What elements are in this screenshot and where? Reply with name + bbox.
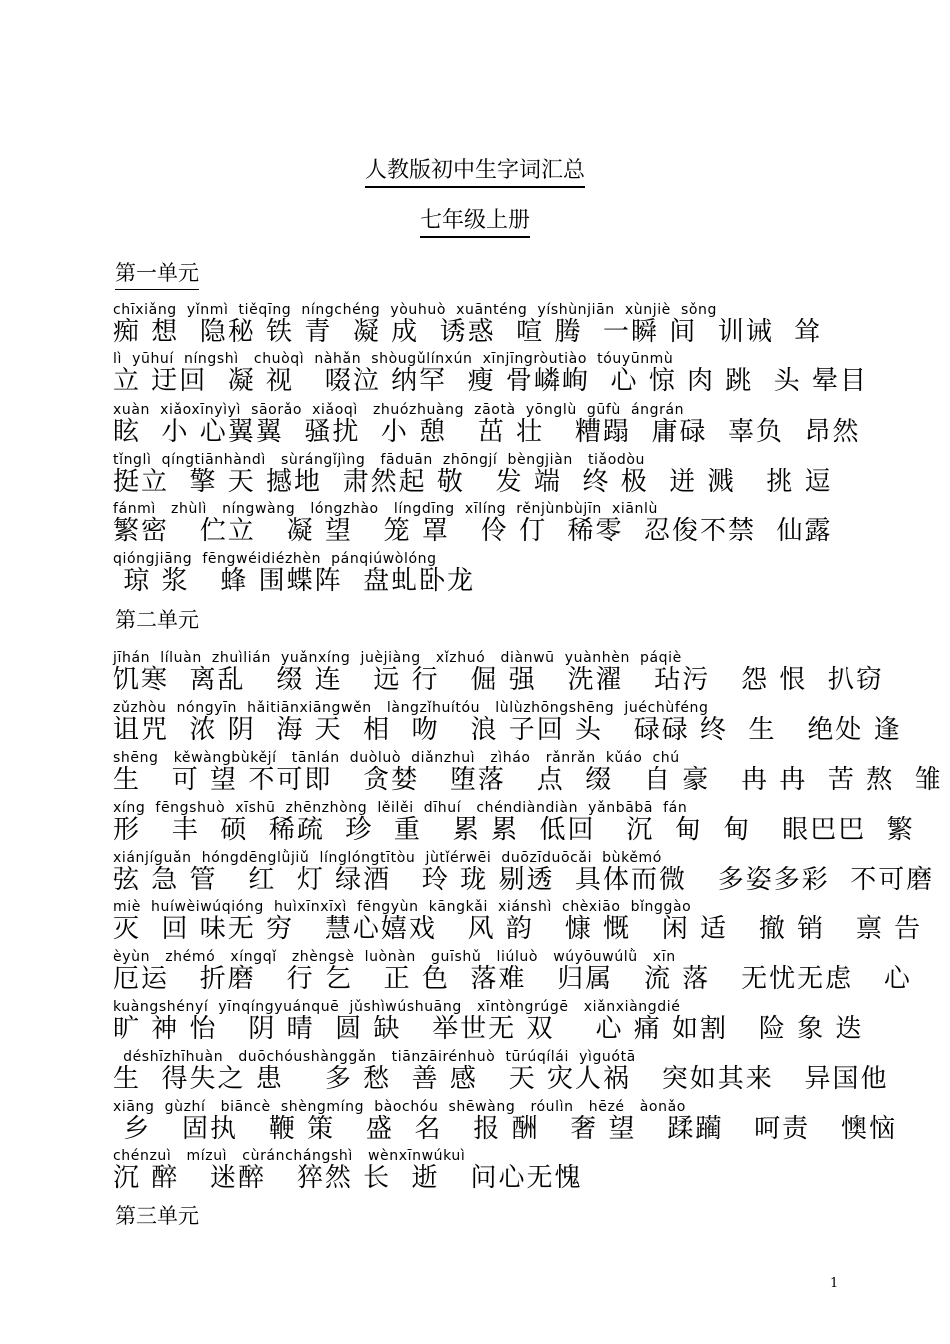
unit-heading-3-text: 第三单元	[115, 1204, 199, 1228]
hanzi-text: 饥寒 离乱 缀 连 远 行 倔 强 洗濯 玷污 怨 恨 扒窃	[113, 665, 884, 695]
vocab-line	[113, 999, 864, 1046]
pinyin-text: èyùn zhémó xíngqǐ zhèngsè luònàn guīshǔ liúluò wúyōuwúlǜ xīn	[113, 949, 676, 965]
hanzi-text: 旷 神 怡 阴 晴 圆 缺 举世无 双 心 痛 如割 险 象 迭	[113, 1014, 864, 1044]
pinyin-text: xuàn xiǎoxīnyìyì sāorǎo xiǎoqì zhuózhuàng zāotà yōnglù gūfù ángrán	[113, 402, 685, 418]
vocab-line	[113, 303, 845, 349]
unit-heading-2	[115, 604, 199, 636]
vocab-line	[113, 650, 884, 697]
hanzi-text: 乡 固执 鞭 策 盛 名 报 酬 奢 望 蹂躏 呵责 懊恼	[113, 1114, 897, 1144]
hanzi-text: 生 可 望 不可即 贪婪 堕落 点 缀 自 豪 冉 冉 苦 熬 雏	[113, 765, 943, 795]
page-subtitle-text: 七年级上册	[420, 203, 530, 238]
pinyin-text: déshīzhīhuàn duōchóushànggǎn tiānzāirénhuò tūrúqílái yìguótā	[113, 1049, 636, 1065]
hanzi-text: 痴 想 隐秘 铁 青 凝 成 诱惑 喧 腾 一瞬 间 训诫 耸	[113, 317, 823, 347]
hanzi-text: 挺立 擎 天 撼地 肃然起 敬 发 端 终 极 迸 溅 挑 逗	[113, 467, 833, 497]
hanzi-text: 眩 小 心翼翼 骚扰 小 憩 茁 壮 糟蹋 庸碌 辜负 昂然	[113, 417, 861, 447]
vocab-line	[113, 402, 861, 449]
vocab-line	[113, 453, 845, 499]
vocab-line	[113, 1149, 845, 1195]
hanzi-text: 沉 醉 迷醉 猝然 长 逝 问心无愧	[113, 1163, 583, 1193]
vocab-line	[113, 1049, 889, 1096]
pinyin-text: xiánjíguǎn hóngdēnglǜjiǔ línglóngtītòu jùtǐérwēi duōzīduōcǎi bùkěmó	[113, 850, 662, 866]
pinyin-text: xíng fēngshuò xīshū zhēnzhòng lěilěi dīhuí chéndiàndiàn yǎnbābā fán	[113, 800, 688, 816]
hanzi-text: 琼 浆 蜂 围蝶阵 盘虬卧龙	[113, 566, 476, 596]
pinyin-text: qióngjiāng fēngwéidiézhèn pánqiúwòlóng	[113, 551, 437, 567]
pinyin-text: chénzuì mízuì cùránchángshì wènxīnwúkuì	[113, 1148, 466, 1164]
vocab-line	[113, 800, 915, 847]
vocab-line	[113, 750, 943, 797]
pinyin-text: kuàngshényí yīnqíngyuánquē jǔshìwúshuāng xīntòngrúgē xiǎnxiàngdié	[113, 999, 681, 1015]
hanzi-text: 生 得失之 患 多 愁 善 感 天 灾人祸 突如其来 异国他	[113, 1064, 889, 1094]
pinyin-text: fánmì zhùlì níngwàng lóngzhào língdīng xīlíng rěnjùnbùjīn xiānlù	[113, 501, 658, 517]
vocab-line	[113, 949, 912, 996]
pinyin-text: xiāng gùzhí biāncè shèngmíng bàochóu shēwàng róulìn hēzé àonǎo	[113, 1099, 686, 1115]
vocab-line	[113, 700, 902, 747]
page-title-text: 人教版初中生字词汇总	[365, 153, 585, 188]
pinyin-text: tǐnglì qíngtiānhàndì sùrángǐjìng fāduān zhōngjí bèngjiàn tiǎodòu	[113, 452, 646, 468]
pinyin-text: lì yūhuí níngshì chuòqì nàhǎn shòugǔlínxún xīnjīngròutiào tóuyūnmù	[113, 351, 674, 367]
pinyin-text: shēng kěwàngbùkějí tānlán duòluò diǎnzhuì zìháo rǎnrǎn kǔáo chú	[113, 750, 680, 766]
hanzi-text: 繁密 伫立 凝 望 笼 罩 伶 仃 稀零 忍俊不禁 仙露	[113, 516, 833, 546]
pinyin-text: chīxiǎng yǐnmì tiěqīng níngchéng yòuhuò xuānténg yíshùnjiān xùnjiè sǒng	[113, 302, 718, 318]
page-title	[0, 153, 950, 188]
hanzi-text: 弦 急 管 红 灯 绿酒 玲 珑 剔透 具体而微 多姿多彩 不可磨	[113, 865, 935, 895]
hanzi-text: 灭 回 味无 穷 慧心嬉戏 风 韵 慷 慨 闲 适 撤 销 禀 告	[113, 914, 923, 944]
vocab-line	[113, 351, 869, 398]
unit-heading-1	[115, 257, 199, 290]
vocab-line	[113, 552, 845, 598]
page-number: 1	[830, 1276, 839, 1291]
vocab-line	[113, 1099, 897, 1146]
pinyin-text: jīhán líluàn zhuìlián yuǎnxíng juèjiàng xǐzhuó diànwū yuànhèn páqiè	[113, 650, 682, 666]
hanzi-text: 形 丰 硕 稀疏 珍 重 累 累 低回 沉 甸 甸 眼巴巴 繁	[113, 815, 915, 845]
vocab-line	[113, 899, 923, 946]
hanzi-text: 厄运 折磨 行 乞 正 色 落难 归属 流 落 无忧无虑 心	[113, 964, 912, 994]
pinyin-text: zǔzhòu nóngyīn hǎitiānxiāngwěn làngzǐhuítóu lùlùzhōngshēng juéchùféng	[113, 700, 709, 716]
page-subtitle	[0, 203, 950, 238]
pinyin-text: miè huíwèiwúqióng huìxīnxīxì fēngyùn kāngkǎi xiánshì chèxiāo bǐnggào	[113, 899, 692, 915]
hanzi-text: 立 迂回 凝 视 啜泣 纳罕 瘦 骨嶙峋 心 惊 肉 跳 头 晕目	[113, 366, 869, 396]
unit-heading-1-text: 第一单元	[115, 257, 199, 290]
vocab-line	[113, 502, 845, 548]
unit-heading-2-text: 第二单元	[115, 608, 199, 632]
hanzi-text: 诅咒 浓 阴 海 天 相 吻 浪 子回 头 碌碌 终 生 绝处 逢	[113, 715, 902, 745]
unit-heading-3	[115, 1200, 199, 1232]
vocab-line	[113, 850, 935, 897]
